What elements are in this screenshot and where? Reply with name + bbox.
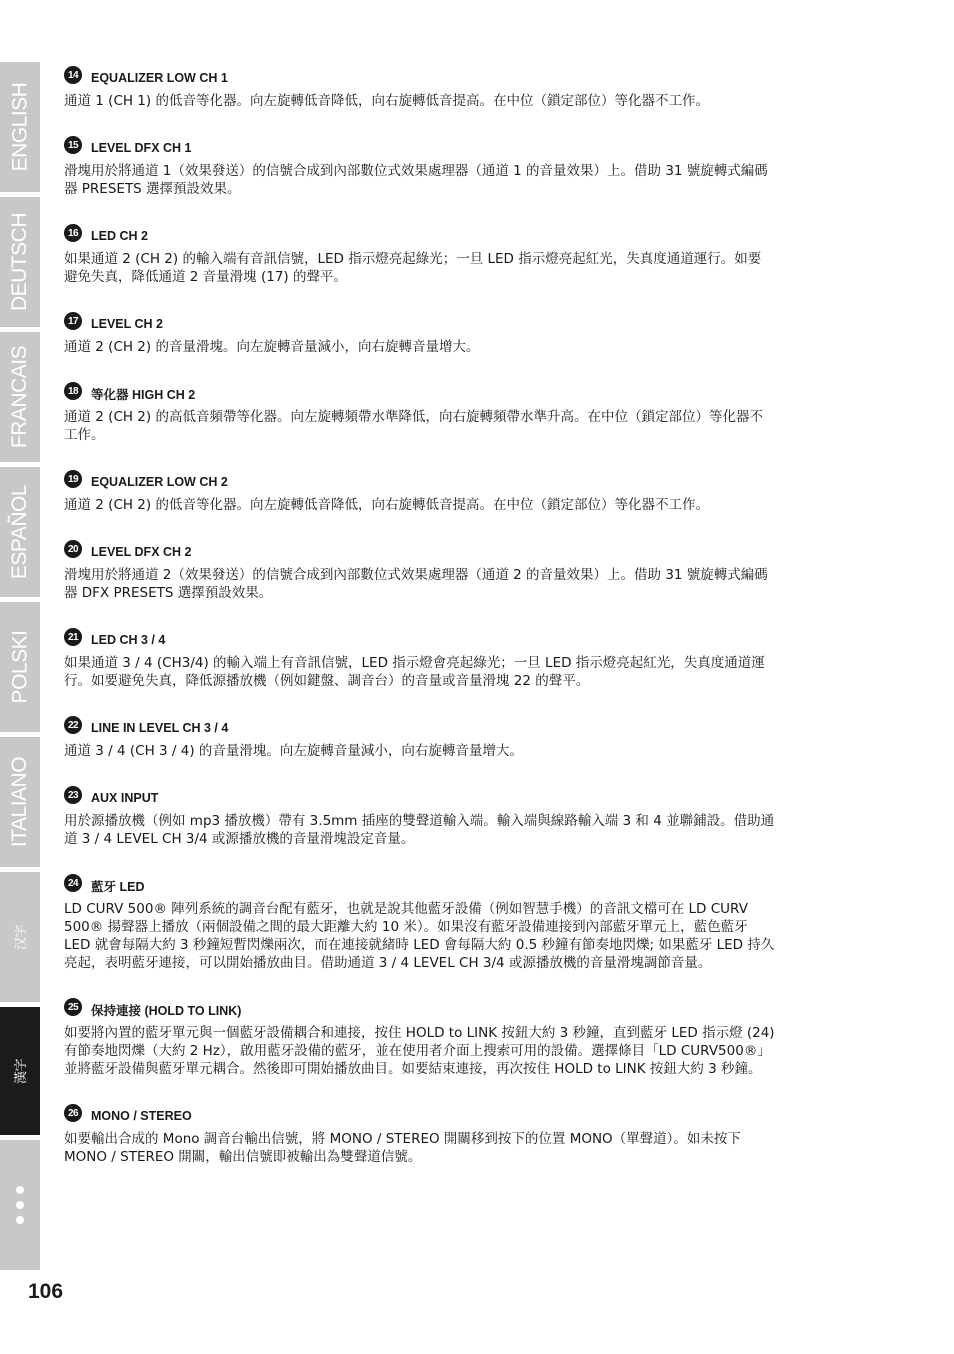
number-badge: 25 xyxy=(64,998,82,1016)
entry-24 xyxy=(64,870,894,972)
entry-title: LINE IN LEVEL CH 3 / 4 xyxy=(91,721,229,735)
entry-25 xyxy=(64,994,894,1078)
entry-22 xyxy=(64,712,894,760)
number-badge: 22 xyxy=(64,716,82,734)
entry-19 xyxy=(64,466,894,514)
entry-title: 等化器 HIGH CH 2 xyxy=(91,388,196,402)
language-sidebar xyxy=(0,0,40,1270)
entry-title: EQUALIZER LOW CH 2 xyxy=(91,475,228,489)
number-badge: 24 xyxy=(64,874,82,892)
entry-title: LEVEL DFX CH 2 xyxy=(91,545,192,559)
tab-traditional-chinese[interactable] xyxy=(0,1007,40,1135)
tab-deutsch[interactable] xyxy=(0,197,40,327)
entry-title: LED CH 2 xyxy=(91,229,148,243)
tab-label-polski: POLSKI xyxy=(8,630,31,704)
entry-text: 如果通道 2 (CH 2) 的輸入端有音訊信號，LED 指示燈亮起綠光；一旦 LED 指示燈亮起紅光，失真度通道運行。如要 避免失真，降低通道 2 音量滑塊 (17) 的聲平。 xyxy=(64,251,762,285)
number-badge: 23 xyxy=(64,786,82,804)
entry-text: 通道 1 (CH 1) 的低音等化器。向左旋轉低音降低，向右旋轉低音提高。在中位（鎖定部位）等化器不工作。 xyxy=(64,93,709,109)
number-badge: 26 xyxy=(64,1104,82,1122)
entry-text: 如要將內置的藍牙單元與一個藍牙設備耦合和連接，按住 HOLD to LINK 按鈕大約 3 秒鐘，直到藍牙 LED 指示燈 (24) 有節奏地閃爍（大約 2 Hz），啟用藍牙設備的藍牙，並在使用者介面上搜索可用的設備。選擇條目「LD CURV500®」 並將藍牙設備與藍牙單元耦合。然後即可開始播放曲目。如要結束連接，再次按住 HOLD to LINK 按鈕大約 3 秒鐘。 xyxy=(64,1025,775,1077)
entry-text: 用於源播放機（例如 mp3 播放機）帶有 3.5mm 插座的雙聲道輸入端。輸入端與線路輸入端 3 和 4 並聯鋪設。借助通 道 3 / 4 LEVEL CH 3/4 或源播放機的音量滑塊設定音量。 xyxy=(64,813,775,847)
entry-14 xyxy=(64,62,894,110)
tab-label-espanol: ESPAÑOL xyxy=(8,484,31,580)
entry-text: LD CURV 500® 陣列系統的調音台配有藍牙，也就是說其他藍牙設備（例如智慧手機）的音訊文檔可在 LD CURV 500® 揚聲器上播放（兩個設備之間的最大距離大約 10 米）。如果沒有藍牙設備連接到內部藍牙單元上，藍色藍牙 LED 就會每隔大約 3 秒鐘短暫閃爍兩次，而在連接就緒時 LED 會每隔大約 0.5 秒鐘有節奏地閃爍; 如果藍牙 LED 持久 亮起，表明藍牙連接，可以開始播放曲目。借助通道 3 / 4 LEVEL CH 3/4 或源播放機的音量滑塊調節音量。 xyxy=(64,901,775,971)
entry-title: LEVEL DFX CH 1 xyxy=(91,141,192,155)
number-badge: 14 xyxy=(64,66,82,84)
entry-text: 如果通道 3 / 4 (CH3/4) 的輸入端上有音訊信號，LED 指示燈會亮起綠光；一旦 LED 指示燈亮起紅光，失真度通道運 行。如要避免失真，降低源播放機（例如鍵盤、調音台）的音量或音量滑塊 22 的聲平。 xyxy=(64,655,765,689)
number-badge: 16 xyxy=(64,224,82,242)
entry-text: 通道 3 / 4 (CH 3 / 4) 的音量滑塊。向左旋轉音量減小，向右旋轉音量增大。 xyxy=(64,743,523,759)
entry-20 xyxy=(64,536,894,602)
number-badge: 19 xyxy=(64,470,82,488)
tab-english[interactable] xyxy=(0,62,40,192)
entry-18 xyxy=(64,378,894,444)
tab-espanol[interactable] xyxy=(0,467,40,597)
tab-label-simplified-chinese: 汉字 xyxy=(14,924,30,950)
entry-15 xyxy=(64,132,894,198)
entry-title: AUX INPUT xyxy=(91,791,159,805)
tab-more[interactable] xyxy=(0,1140,40,1270)
tab-label-francais: FRANCAIS xyxy=(8,345,31,449)
entry-title: 藍牙 LED xyxy=(91,880,145,894)
tab-label-english: ENGLISH xyxy=(8,82,32,172)
entry-text: 通道 2 (CH 2) 的音量滑塊。向左旋轉音量減小，向右旋轉音量增大。 xyxy=(64,339,480,355)
tab-simplified-chinese[interactable] xyxy=(0,872,40,1002)
number-badge: 18 xyxy=(64,382,82,400)
entry-16 xyxy=(64,220,894,286)
page-number: 106 xyxy=(28,1280,64,1303)
entry-23 xyxy=(64,782,894,848)
tab-italiano[interactable] xyxy=(0,737,40,867)
entry-title: LEVEL CH 2 xyxy=(91,317,164,331)
entry-26 xyxy=(64,1100,894,1166)
number-badge: 21 xyxy=(64,628,82,646)
tab-polski[interactable] xyxy=(0,602,40,732)
entry-title: LED CH 3 / 4 xyxy=(91,633,166,647)
entry-title: 保持連接 (HOLD TO LINK) xyxy=(91,1004,242,1018)
entry-text: 滑塊用於將通道 2（效果發送）的信號合成到內部數位式效果處理器（通道 2 的音量效果）上。借助 31 號旋轉式編碼 器 DFX PRESETS 選擇預設效果。 xyxy=(64,567,768,601)
number-badge: 15 xyxy=(64,136,82,154)
entry-text: 滑塊用於將通道 1（效果發送）的信號合成到內部數位式效果處理器（通道 1 的音量效果）上。借助 31 號旋轉式編碼 器 PRESETS 選擇預設效果。 xyxy=(64,163,768,197)
number-badge: 17 xyxy=(64,312,82,330)
entry-17 xyxy=(64,308,894,356)
entry-text: 如要輸出合成的 Mono 調音台輸出信號，將 MONO / STEREO 開關移到按下的位置 MONO（單聲道）。如未按下 MONO / STEREO 開關，輸出信號即被輸出為雙聲道信號。 xyxy=(64,1131,741,1165)
entry-text: 通道 2 (CH 2) 的高低音頻帶等化器。向左旋轉頻帶水準降低，向右旋轉頻帶水準升高。在中位（鎖定部位）等化器不 工作。 xyxy=(64,409,763,443)
entry-title: MONO / STEREO xyxy=(91,1109,192,1123)
entry-title: EQUALIZER LOW CH 1 xyxy=(91,71,228,85)
entry-text: 通道 2 (CH 2) 的低音等化器。向左旋轉低音降低，向右旋轉低音提高。在中位（鎖定部位）等化器不工作。 xyxy=(64,497,709,513)
number-badge: 20 xyxy=(64,540,82,558)
tab-label-deutsch: DEUTSCH xyxy=(8,212,32,312)
three-dots-icon xyxy=(16,1186,24,1224)
tab-label-traditional-chinese: 漢字 xyxy=(14,1058,30,1084)
entry-21 xyxy=(64,624,894,690)
tab-label-italiano: ITALIANO xyxy=(8,756,32,848)
tab-francais[interactable] xyxy=(0,332,40,462)
manual-content xyxy=(64,62,894,1188)
